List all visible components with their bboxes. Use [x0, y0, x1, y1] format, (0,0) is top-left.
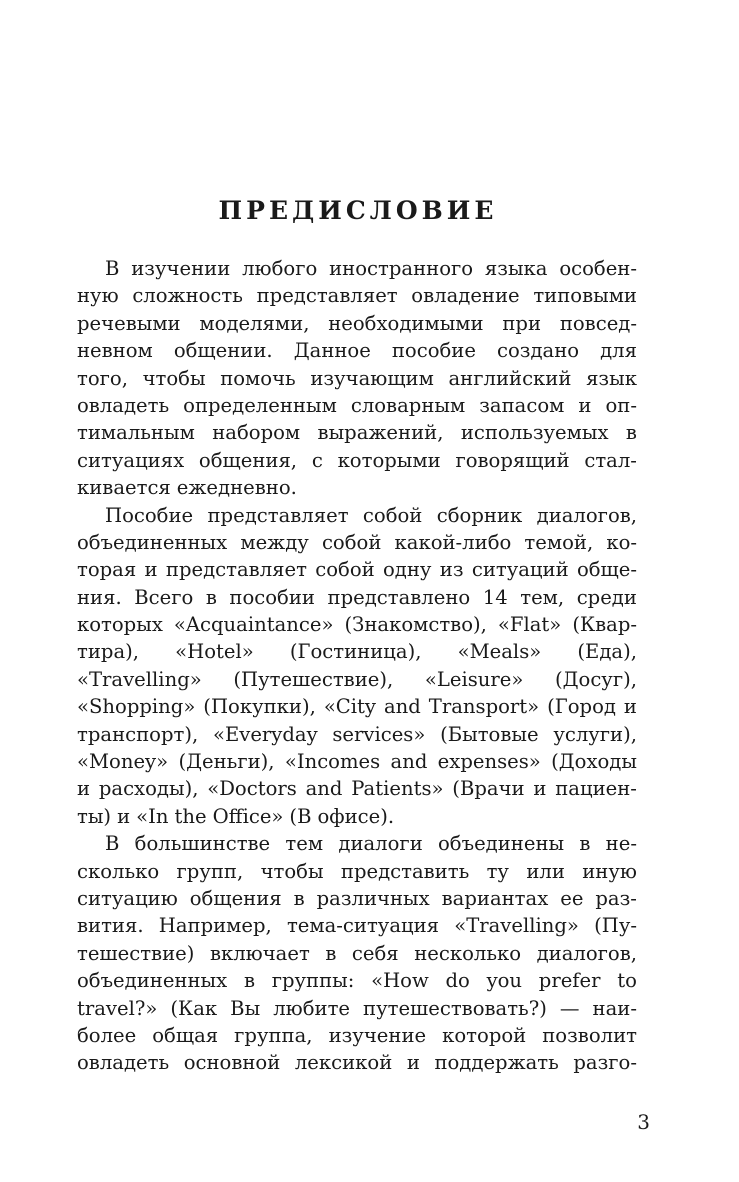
- text-line: объединенных между собой какой-либо темой, ко-: [77, 530, 637, 554]
- page-title: ПРЕДИСЛОВИЕ: [218, 196, 498, 225]
- text-line: речевыми моделями, необходимыми при повсед-: [77, 311, 637, 335]
- text-line: транспорт), «Everyday services» (Бытовые услуги),: [77, 722, 637, 746]
- text-line: овладеть определенным словарным запасом и оп-: [77, 393, 637, 417]
- text-line: Пособие представляет собой сборник диалогов,: [105, 503, 637, 527]
- body-text: [77, 255, 637, 1077]
- text-line: тешествие) включает в себя несколько диалогов,: [77, 941, 637, 965]
- paragraph: [77, 502, 637, 831]
- text-line: В большинстве тем диалоги объединены в не-: [105, 832, 637, 856]
- text-line: ситуациях общения, с которыми говорящий стал-: [77, 448, 637, 472]
- text-line: «Shopping» (Покупки), «City and Transport» (Город и: [77, 695, 637, 719]
- text-line: вития. Например, тема-ситуация «Travelling» (Пу-: [77, 914, 637, 938]
- text-line: тимальным набором выражений, используемых в: [77, 421, 637, 445]
- text-line: и расходы), «Doctors and Patients» (Врачи и пациен-: [77, 777, 637, 801]
- paragraph: [77, 255, 637, 502]
- text-line: ную сложность представляет овладение типовыми: [77, 284, 637, 308]
- text-line: того, чтобы помочь изучающим английский язык: [77, 366, 637, 390]
- text-line: В изучении любого иностранного языка особен-: [105, 257, 637, 280]
- page-number: 3: [637, 1110, 650, 1134]
- text-line: тира), «Hotel» (Гостиница), «Meals» (Еда),: [77, 640, 637, 664]
- text-line: объединенных в группы: «How do you prefer to: [77, 969, 637, 993]
- text-line: которых «Acquaintance» (Знакомство), «Flat» (Квар-: [77, 613, 637, 637]
- text-line: ты) и «In the Office» (В офисе).: [77, 804, 395, 828]
- text-line: «Money» (Деньги), «Incomes and expenses» (Доходы: [77, 750, 637, 774]
- text-line: более общая группа, изучение которой позволит: [77, 1023, 637, 1047]
- paragraph: [77, 830, 637, 1077]
- text-line: «Travelling» (Путешествие), «Leisure» (Досуг),: [77, 667, 637, 691]
- text-line: невном общении. Данное пособие создано для: [77, 339, 637, 363]
- text-line: овладеть основной лексикой и поддержать разго-: [77, 1051, 637, 1075]
- text-line: кивается ежедневно.: [77, 476, 297, 500]
- text-line: ния. Всего в пособии представлено 14 тем, среди: [77, 585, 637, 609]
- text-line: торая и представляет собой одну из ситуаций обще-: [77, 558, 637, 582]
- text-line: ситуацию общения в различных вариантах ее раз-: [77, 886, 637, 910]
- text-line: travel?» (Как Вы любите путешествовать?) — наи-: [77, 996, 637, 1020]
- text-line: сколько групп, чтобы представить ту или иную: [77, 859, 637, 883]
